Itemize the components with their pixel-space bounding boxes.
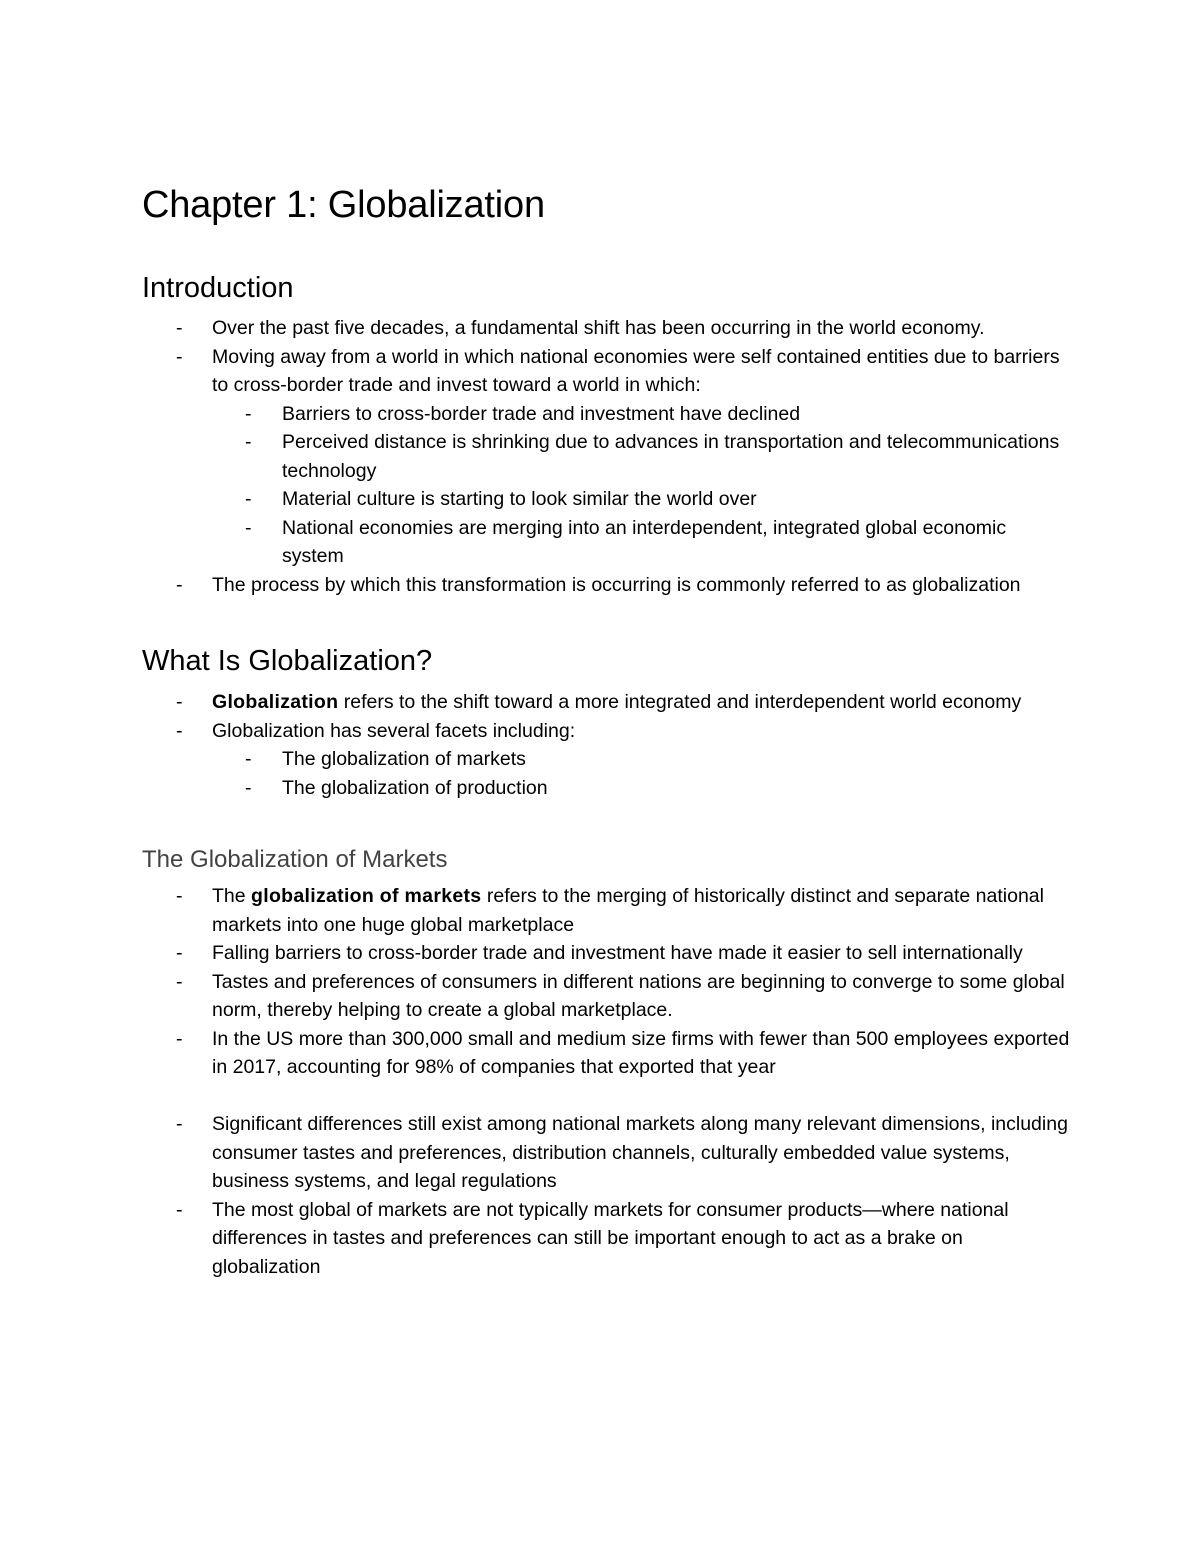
list-item: - In the US more than 300,000 small and medium size firms with fewer than 500 employees exported in 2017, accounting for 98% of companies that exported that year — [142, 1025, 1072, 1082]
list-item-text: refers to the shift toward a more integrated and interdependent world economy — [338, 691, 1022, 713]
section-heading-what-is-globalization: What Is Globalization? — [142, 645, 433, 677]
markets-list-continued — [142, 1110, 1072, 1281]
list-item: - Falling barriers to cross-border trade and investment have made it easier to sell internationally — [142, 939, 1072, 968]
section-heading-introduction: Introduction — [142, 272, 294, 304]
list-item-text: The — [212, 885, 252, 907]
list-item: - The process by which this transformation is occurring is commonly referred to as globalization — [142, 571, 1072, 600]
chapter-title: Chapter 1: Globalization — [142, 184, 545, 226]
list-item: - Significant differences still exist among national markets along many relevant dimensions, including consumer tastes and preferences, distribution channels, culturally embedded value systems, business systems, and legal regulations — [142, 1110, 1072, 1196]
document-page — [142, 182, 1072, 1281]
list-item-text: refers to the merging of historically distinct and separate national markets into one huge global marketplace — [212, 885, 1044, 936]
list-item: - Over the past five decades, a fundamental shift has been occurring in the world economy. — [142, 314, 1072, 343]
list-item — [142, 882, 1072, 939]
sub-list-item: - Barriers to cross-border trade and investment have declined — [212, 400, 1072, 429]
list-item-text: Globalization has several facets including: — [212, 719, 576, 742]
list-item — [142, 717, 1072, 803]
list-item: - The most global of markets are not typically markets for consumer products—where national differences in tastes and preferences can still be important enough to act as a brake on globalization — [142, 1196, 1072, 1282]
markets-list — [142, 882, 1072, 1082]
list-item: - Tastes and preferences of consumers in different nations are beginning to converge to some global norm, thereby helping to create a global marketplace. — [142, 968, 1072, 1025]
sub-list-item: - Material culture is starting to look similar the world over — [212, 485, 1072, 514]
bold-term: Globalization — [212, 691, 339, 713]
list-item — [142, 688, 1072, 717]
sub-list-item: - National economies are merging into an interdependent, integrated global economic system — [212, 514, 1072, 571]
sub-list — [212, 400, 1072, 571]
sub-list-item: - Perceived distance is shrinking due to advances in transportation and telecommunications technology — [212, 428, 1072, 485]
sub-list-item: - The globalization of markets — [212, 745, 1072, 774]
list-item-text: Moving away from a world in which national economies were self contained entities due to barriers to cross-border trade and invest toward a world in which: — [212, 345, 1060, 396]
what-is-list — [142, 688, 1072, 802]
list-item — [142, 343, 1072, 571]
sub-list — [212, 745, 1072, 802]
subsection-heading-globalization-of-markets: The Globalization of Markets — [142, 846, 448, 873]
introduction-list — [142, 314, 1072, 599]
bold-term: globalization of markets — [251, 885, 482, 907]
sub-list-item: - The globalization of production — [212, 774, 1072, 803]
blank-line — [142, 1082, 1072, 1111]
